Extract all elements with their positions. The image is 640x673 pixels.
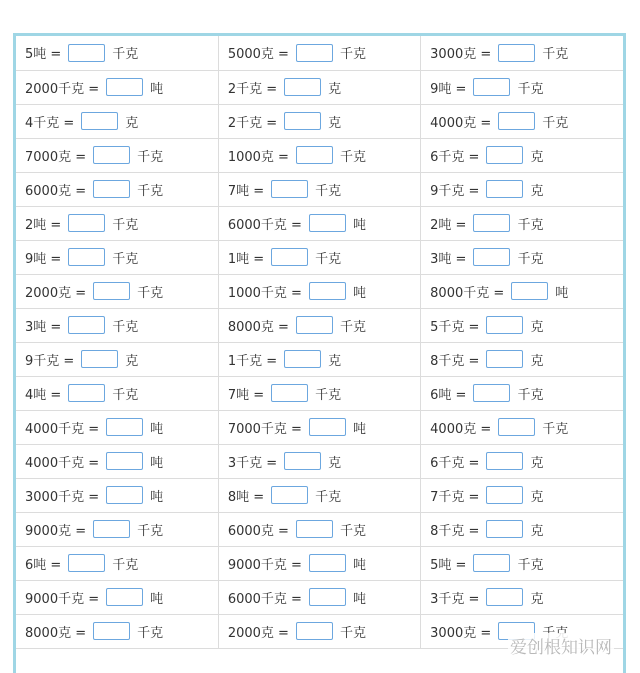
answer-box[interactable] [68,316,105,334]
answer-box[interactable] [473,78,510,96]
table-row [16,342,623,376]
problem-expression: 4000克 = [430,421,492,437]
answer-box[interactable] [296,316,333,334]
problem-cell [218,614,420,648]
answer-box[interactable] [473,248,510,266]
answer-box[interactable] [309,282,346,300]
problem-cell [16,614,218,648]
problem-cell [218,478,420,512]
problem-expression: 2吨 = [25,217,62,233]
answer-box[interactable] [284,78,321,96]
problem-expression: 6000千克 = [227,217,302,233]
answer-box[interactable] [498,44,535,62]
problem-expression: 7吨 = [227,387,265,403]
table-row [16,308,623,342]
answer-box[interactable] [93,282,130,300]
problem-cell [16,138,218,172]
answer-box[interactable] [296,44,333,62]
answer-box[interactable] [309,554,346,572]
problem-expression: 3000克 = [430,47,492,63]
problem-expression: 9000克 = [25,523,87,539]
problem-cell [421,206,623,240]
answer-box[interactable] [81,112,118,130]
table-row [16,104,623,138]
problem-cell [218,546,420,580]
watermark-logo: 爱创根知识网 [508,633,614,655]
problem-cell [218,512,420,546]
problem-cell [421,274,623,308]
problem-cell [16,546,218,580]
problem-cell [421,580,623,614]
answer-box[interactable] [68,214,105,232]
answer-box[interactable] [473,384,510,402]
problem-cell [16,342,218,376]
table-row [16,274,623,308]
problem-expression: 9千克 = [25,353,75,369]
answer-box[interactable] [296,622,333,640]
problem-cell [16,410,218,444]
problem-cell [218,172,420,206]
problem-expression: 3千克 = [430,591,480,607]
problem-expression: 3吨 = [25,319,62,335]
target-unit: 千克 [315,251,342,267]
problem-expression: 3千克 = [227,455,278,471]
target-unit: 千克 [137,523,164,539]
answer-box[interactable] [93,180,130,198]
problem-cell [421,172,623,206]
problem-cell [16,444,218,478]
problem-cell [421,546,623,580]
problem-expression: 8000克 = [227,319,289,335]
table-row [16,444,623,478]
answer-box[interactable] [271,384,308,402]
problem-cell [218,36,420,70]
answer-box[interactable] [296,146,333,164]
target-unit: 千克 [542,115,569,131]
target-unit: 吨 [352,285,366,301]
target-unit: 克 [530,523,544,539]
answer-box[interactable] [93,520,130,538]
problem-cell [421,376,623,410]
answer-box[interactable] [498,418,535,436]
answer-box[interactable] [486,180,523,198]
target-unit: 千克 [339,625,366,641]
table-row [16,70,623,104]
answer-box[interactable] [309,214,346,232]
answer-box[interactable] [93,146,130,164]
target-unit: 吨 [150,455,164,471]
target-unit: 千克 [137,149,164,165]
problem-expression: 1000千克 = [227,285,302,301]
target-unit: 千克 [112,319,139,335]
problem-expression: 7千克 = [430,489,480,505]
answer-box[interactable] [68,554,105,572]
answer-box[interactable] [271,180,308,198]
target-unit: 千克 [137,285,164,301]
target-unit: 千克 [542,421,569,437]
target-unit: 吨 [352,421,366,437]
target-unit: 千克 [517,387,544,403]
problem-expression: 3吨 = [430,251,467,267]
target-unit: 千克 [137,183,164,199]
problem-expression: 5千克 = [430,319,480,335]
answer-box[interactable] [81,350,118,368]
problem-cell [421,240,623,274]
target-unit: 克 [328,115,342,131]
problem-expression: 2千克 = [227,81,278,97]
table-row [16,376,623,410]
problem-expression: 9000千克 = [25,591,100,607]
answer-box[interactable] [271,248,308,266]
conversion-table-body [16,36,623,648]
target-unit: 千克 [339,149,366,165]
target-unit: 吨 [352,591,366,607]
problem-cell [218,70,420,104]
target-unit: 克 [530,183,544,199]
problem-expression: 9000千克 = [227,557,302,573]
problem-cell [218,206,420,240]
target-unit: 吨 [150,591,164,607]
problem-cell [218,274,420,308]
target-unit: 吨 [352,217,366,233]
problem-cell [16,478,218,512]
problem-expression: 5吨 = [25,47,62,63]
problem-expression: 6000千克 = [227,591,302,607]
table-row [16,206,623,240]
answer-box[interactable] [93,622,130,640]
table-row [16,240,623,274]
problem-expression: 3000千克 = [25,489,100,505]
problem-expression: 7吨 = [227,183,265,199]
problem-cell [16,308,218,342]
answer-box[interactable] [309,588,346,606]
problem-expression: 6千克 = [430,149,480,165]
target-unit: 千克 [339,523,366,539]
answer-box[interactable] [106,588,143,606]
problem-expression: 4000千克 = [25,421,100,437]
target-unit: 千克 [517,251,544,267]
answer-box[interactable] [309,418,346,436]
target-unit: 千克 [112,217,139,233]
problem-cell [421,410,623,444]
answer-box[interactable] [511,282,548,300]
problem-expression: 5000克 = [227,47,289,63]
target-unit: 千克 [542,47,569,63]
answer-box[interactable] [486,452,523,470]
problem-cell [421,512,623,546]
problem-expression: 7000千克 = [227,421,302,437]
target-unit: 千克 [339,47,366,63]
problem-expression: 8000千克 = [430,285,505,301]
target-unit: 吨 [150,421,164,437]
problem-expression: 6吨 = [430,387,467,403]
target-unit: 千克 [517,217,544,233]
target-unit: 千克 [137,625,164,641]
problem-expression: 4000克 = [430,115,492,131]
problem-cell [16,376,218,410]
problem-expression: 8千克 = [430,523,480,539]
problem-expression: 8吨 = [227,489,265,505]
problem-cell [16,512,218,546]
problem-cell [421,36,623,70]
answer-box[interactable] [486,520,523,538]
problem-cell [218,342,420,376]
problem-expression: 5吨 = [430,557,467,573]
target-unit: 克 [125,115,139,131]
target-unit: 吨 [352,557,366,573]
target-unit: 千克 [517,81,544,97]
problem-expression: 1吨 = [227,251,265,267]
target-unit: 克 [530,319,544,335]
problem-cell [421,138,623,172]
problem-cell [16,104,218,138]
table-row [16,546,623,580]
target-unit: 千克 [339,319,366,335]
problem-cell [218,138,420,172]
target-unit: 千克 [112,251,139,267]
table-row [16,36,623,70]
answer-box[interactable] [106,486,143,504]
target-unit: 克 [530,353,544,369]
problem-expression: 9千克 = [430,183,480,199]
problem-cell [218,444,420,478]
answer-box[interactable] [486,146,523,164]
problem-expression: 1000克 = [227,149,289,165]
problem-cell [218,376,420,410]
problem-expression: 2000克 = [227,625,289,641]
problem-expression: 1千克 = [227,353,278,369]
target-unit: 吨 [150,489,164,505]
answer-box[interactable] [486,316,523,334]
answer-box[interactable] [106,452,143,470]
answer-box[interactable] [296,520,333,538]
target-unit: 克 [530,489,544,505]
target-unit: 吨 [555,285,569,301]
worksheet-frame [13,33,626,673]
target-unit: 千克 [517,557,544,573]
answer-box[interactable] [473,214,510,232]
answer-box[interactable] [68,384,105,402]
problem-cell [218,410,420,444]
problem-cell [421,104,623,138]
problem-expression: 2000千克 = [25,81,100,97]
problem-cell [16,36,218,70]
problem-cell [421,70,623,104]
target-unit: 克 [530,455,544,471]
problem-cell [421,308,623,342]
problem-expression: 2吨 = [430,217,467,233]
answer-box[interactable] [284,452,321,470]
answer-box[interactable] [473,554,510,572]
problem-expression: 3000克 = [430,625,492,641]
table-row [16,138,623,172]
problem-expression: 2千克 = [227,115,278,131]
problem-expression: 8000克 = [25,625,87,641]
answer-box[interactable] [106,78,143,96]
answer-box[interactable] [486,588,523,606]
target-unit: 千克 [112,47,139,63]
target-unit: 千克 [112,557,139,573]
target-unit: 克 [328,81,342,97]
problem-cell [218,104,420,138]
problem-expression: 9吨 = [25,251,62,267]
problem-cell [218,240,420,274]
problem-expression: 9吨 = [430,81,467,97]
problem-cell [16,206,218,240]
table-row [16,410,623,444]
problem-expression: 6吨 = [25,557,62,573]
answer-box[interactable] [68,44,105,62]
table-row [16,580,623,614]
target-unit: 克 [125,353,139,369]
answer-box[interactable] [106,418,143,436]
table-row [16,172,623,206]
problem-cell [421,478,623,512]
target-unit: 克 [328,353,342,369]
target-unit: 克 [530,149,544,165]
answer-box[interactable] [271,486,308,504]
problem-cell [16,274,218,308]
problem-cell [16,172,218,206]
problem-expression: 8千克 = [430,353,480,369]
problem-expression: 4000千克 = [25,455,100,471]
problem-expression: 4千克 = [25,115,75,131]
target-unit: 千克 [315,387,342,403]
problem-expression: 2000克 = [25,285,87,301]
problem-cell [16,70,218,104]
problem-cell [421,342,623,376]
conversion-table [16,36,623,649]
target-unit: 千克 [112,387,139,403]
problem-cell [218,308,420,342]
target-unit: 克 [530,591,544,607]
problem-cell [16,240,218,274]
problem-cell [218,580,420,614]
target-unit: 千克 [315,489,342,505]
answer-box[interactable] [498,112,535,130]
problem-cell [16,580,218,614]
target-unit: 克 [328,455,342,471]
target-unit: 千克 [315,183,342,199]
problem-expression: 6000克 = [227,523,289,539]
problem-expression: 7000克 = [25,149,87,165]
answer-box[interactable] [486,486,523,504]
answer-box[interactable] [68,248,105,266]
problem-cell [421,444,623,478]
table-row [16,512,623,546]
problem-expression: 4吨 = [25,387,62,403]
problem-expression: 6千克 = [430,455,480,471]
target-unit: 吨 [150,81,164,97]
table-row [16,478,623,512]
answer-box[interactable] [486,350,523,368]
answer-box[interactable] [284,350,321,368]
answer-box[interactable] [284,112,321,130]
problem-expression: 6000克 = [25,183,87,199]
